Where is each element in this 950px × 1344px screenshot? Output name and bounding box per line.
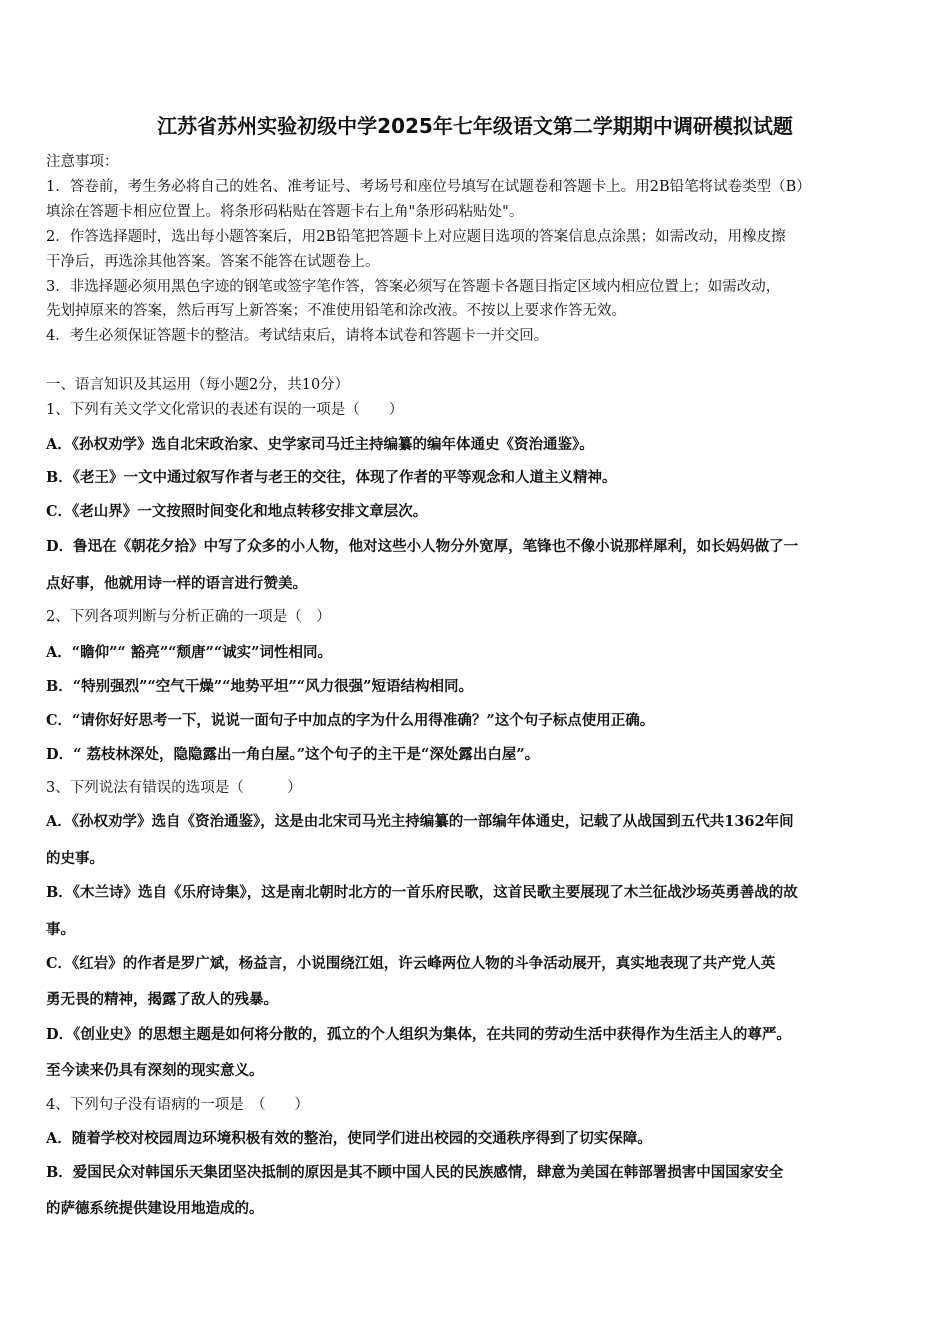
question-stem: 3、下列说法有错误的选项是（ ）: [46, 780, 302, 796]
option-a-continued: 的史事。: [46, 850, 104, 867]
option-b: B．“特别强烈”“空气干燥”“地势平坦”“风力很强”短语结构相同。: [46, 678, 473, 695]
option-a: A．随着学校对校园周边环境积极有效的整治，使同学们进出校园的交通秩序得到了切实保障。: [46, 1130, 652, 1147]
option-b-continued: 的萨德系统提供建设用地造成的。: [46, 1200, 264, 1217]
option-c-continued: 勇无畏的精神，揭露了敌人的残暴。: [46, 991, 278, 1008]
notice-line: 3．非选择题必须用黑色字迹的钢笔或签字笔作答，答案必须写在答题卡各题目指定区域内相应位置上；如需改动，: [46, 279, 781, 295]
option-b: B．《老王》一文中通过叙写作者与老王的交往，体现了作者的平等观念和人道主义精神。: [46, 469, 617, 486]
option-d: D．《创业史》的思想主题是如何将分散的，孤立的个人组织为集体，在共同的劳动生活中获得作为生活主人的尊严。: [46, 1026, 791, 1043]
notice-line: 干净后，再选涂其他答案。答案不能答在试题卷上。: [46, 254, 380, 270]
notice-line: 4．考生必须保证答题卡的整洁。考试结束后，请将本试卷和答题卡一并交回。: [46, 328, 549, 344]
option-d: D．鲁迅在《朝花夕拾》中写了众多的小人物，他对这些小人物分外宽厚，笔锋也不像小说那样犀利，如长妈妈做了一: [46, 538, 799, 555]
notice-heading: 注意事项：: [46, 154, 119, 170]
section-heading: 一、语言知识及其运用（每小题2分，共10分）: [46, 377, 350, 393]
question-stem: 1、下列有关文学文化常识的表述有误的一项是（ ）: [46, 402, 404, 418]
page-title: 江苏省苏州实验初级中学2025年七年级语文第二学期期中调研模拟试题: [157, 114, 793, 138]
option-c: C．《老山界》一文按照时间变化和地点转移安排文章层次。: [46, 503, 428, 520]
option-c: C．“请你好好思考一下，说说一面句子中加点的字为什么用得准确？”这个句子标点使用正确。: [46, 712, 655, 729]
option-b: B．爱国民众对韩国乐天集团坚决抵制的原因是其不顾中国人民的民族感情，肆意为美国在韩部署损害中国国家安全: [46, 1164, 784, 1181]
option-d: D．“ 荔枝林深处，隐隐露出一角白屋。”这个句子的主干是“深处露出白屋”。: [46, 746, 540, 763]
option-b-continued: 事。: [46, 921, 75, 938]
option-b: B．《木兰诗》选自《乐府诗集》，这是南北朝时北方的一首乐府民歌，这首民歌主要展现了木兰征战沙场英勇善战的故: [46, 884, 798, 901]
option-d-continued: 至今读来仍具有深刻的现实意义。: [46, 1062, 264, 1079]
notice-line: 1．答卷前，考生务必将自己的姓名、准考证号、考场号和座位号填写在试题卷和答题卡上。用2B铅笔将试卷类型（B）: [46, 179, 811, 195]
question-stem: 4、下列句子没有语病的一项是 （ ）: [46, 1097, 309, 1113]
question-stem: 2、下列各项判断与分析正确的一项是（ ）: [46, 609, 331, 625]
option-a: A．“瞻仰”“ 豁亮”“颓唐”“诚实”词性相同。: [46, 644, 333, 661]
option-a: A．《孙权劝学》选自《资治通鉴》，这是由北宋司马光主持编纂的一部编年体通史，记载了从战国到五代共1362年间: [46, 813, 794, 830]
notice-line: 填涂在答题卡相应位置上。将条形码粘贴在答题卡右上角"条形码粘贴处"。: [46, 204, 524, 220]
notice-line: 先划掉原来的答案，然后再写上新答案；不准使用铅笔和涂改液。不按以上要求作答无效。: [46, 303, 626, 319]
notice-line: 2．作答选择题时，选出每小题答案后，用2B铅笔把答题卡上对应题目选项的答案信息点涂黑；如需改动，用橡皮擦: [46, 229, 786, 245]
option-c: C．《红岩》的作者是罗广斌，杨益言，小说围绕江姐，许云峰两位人物的斗争活动展开，真实地表现了共产党人英: [46, 955, 776, 972]
option-a: A．《孙权劝学》选自北宋政治家、史学家司马迁主持编纂的编年体通史《资治通鉴》。: [46, 436, 594, 453]
option-d-continued: 点好事，他就用诗一样的语言进行赞美。: [46, 575, 307, 592]
